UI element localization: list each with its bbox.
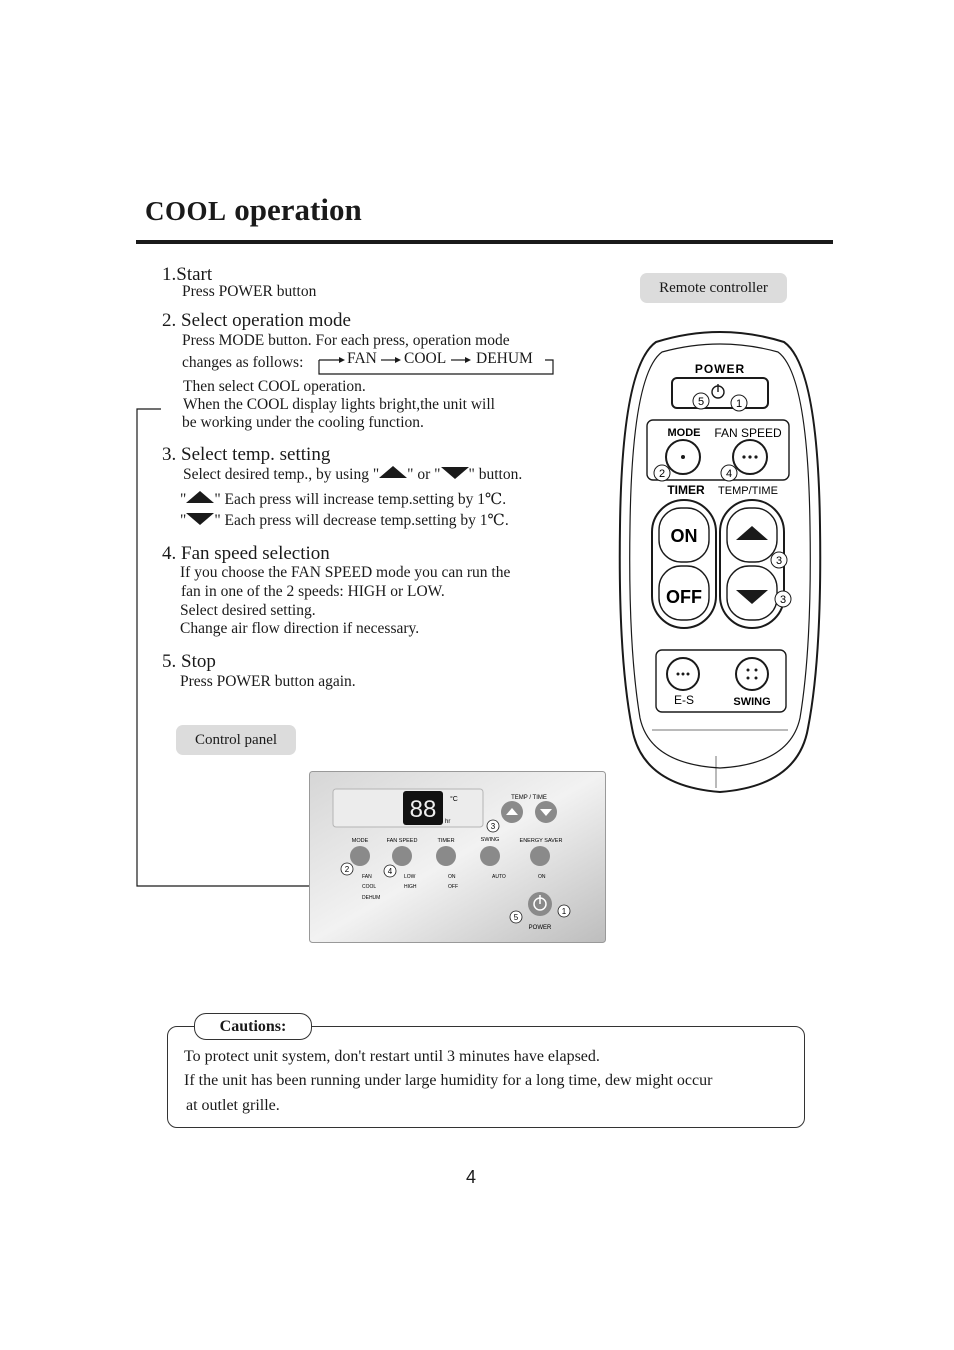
panel-cool-label: COOL (362, 884, 377, 890)
step2-text-2: changes as follows: (182, 354, 304, 371)
title-caps: COOL (145, 196, 227, 226)
remote-swing-label: SWING (733, 696, 771, 708)
title-rule (136, 240, 833, 244)
page-number: 4 (466, 1167, 477, 1187)
step1-heading: 1.Start (162, 264, 213, 285)
panel-mark-temp: 3 (490, 822, 496, 831)
page-title (145, 192, 362, 228)
remote-mark-down: 3 (779, 594, 787, 606)
panel-fan-label: FAN (362, 874, 372, 880)
step5-heading: 5. Stop (162, 651, 216, 672)
step3-text-2b: " Each press will increase temp.setting by 1℃. (214, 491, 507, 508)
title-rest: operation (226, 192, 362, 227)
flow-dehum: DEHUM (476, 350, 533, 367)
caution-line-1: To protect unit system, don't restart until 3 minutes have elapsed. (184, 1048, 600, 1065)
step2-text-3: Then select COOL operation. (183, 378, 366, 395)
panel-deg-label: °C (450, 796, 458, 803)
panel-hr-label: hr (445, 819, 451, 825)
remote-mark-power-b: 1 (735, 398, 743, 410)
remote-temptime-label: TEMP/TIME (718, 485, 778, 497)
panel-mode-label: MODE (351, 838, 369, 844)
remote-mark-power-a: 5 (697, 396, 705, 408)
remote-controller-badge: Remote controller (640, 273, 787, 303)
step3-text-3a: " (180, 512, 187, 529)
step3-text-3b: " Each press will decrease temp.setting by 1℃. (214, 512, 509, 529)
flow-fan: FAN (347, 350, 377, 367)
step3-heading: 3. Select temp. setting (162, 444, 331, 465)
flow-cool: COOL (404, 350, 447, 367)
panel-on-label: ON (448, 874, 456, 880)
panel-temptime-label: TEMP / TIME (511, 795, 547, 801)
step3-text-1a: Select desired temp., by using " (183, 466, 380, 483)
remote-mark-fan: 4 (725, 468, 733, 480)
remote-power-label: POWER (694, 362, 746, 376)
panel-display: 88 (409, 796, 437, 823)
step3-text-1b: " or " (407, 466, 441, 483)
remote-mode-label: MODE (667, 427, 701, 439)
panel-off-label: OFF (448, 884, 458, 890)
connector-line (134, 405, 334, 889)
step4-text-1: If you choose the FAN SPEED mode you can run the (180, 564, 511, 581)
up-arrow-icon (379, 466, 407, 478)
panel-energysaver-label: ENERGY SAVER (519, 838, 563, 844)
panel-mark-power-a: 5 (513, 913, 519, 922)
panel-auto-label: AUTO (492, 874, 506, 880)
step4-heading: 4. Fan speed selection (162, 543, 330, 564)
control-panel-badge: Control panel (176, 725, 296, 755)
panel-mark-mode: 2 (344, 865, 350, 874)
panel-low-label: LOW (404, 874, 416, 880)
panel-power-label: POWER (528, 925, 552, 931)
remote-mark-up: 3 (775, 555, 783, 567)
step1-text: Press POWER button (182, 283, 317, 300)
step3-text-2a: " (180, 491, 187, 508)
remote-on-label: ON (670, 526, 698, 546)
control-panel (309, 771, 606, 943)
step4-text-4: Change air flow direction if necessary. (180, 620, 420, 637)
remote-mark-mode: 2 (658, 468, 666, 480)
remote-es-label: E-S (673, 693, 695, 707)
remote-controller (612, 326, 828, 798)
step4-text-2: fan in one of the 2 speeds: HIGH or LOW. (181, 583, 445, 600)
step3-text-1c: " button. (468, 466, 523, 483)
panel-mark-power-b: 1 (561, 907, 567, 916)
remote-off-label: OFF (666, 587, 702, 607)
step2-text-4: When the COOL display lights bright,the unit will (183, 396, 495, 413)
panel-es-on-label: ON (538, 874, 546, 880)
down-arrow-icon (441, 467, 469, 479)
step5-text: Press POWER button again. (180, 673, 356, 690)
cautions-label: Cautions: (194, 1013, 312, 1040)
step4-text-3: Select desired setting. (180, 602, 316, 619)
remote-fanspeed-label: FAN SPEED (714, 426, 782, 440)
step2-text-5: be working under the cooling function. (182, 414, 424, 431)
panel-timer-label: TIMER (437, 838, 455, 844)
step2-heading: 2. Select operation mode (162, 310, 351, 331)
caution-line-3: at outlet grille. (186, 1097, 280, 1114)
panel-mark-fan: 4 (387, 867, 393, 876)
panel-dehum-label: DEHUM (362, 895, 381, 901)
panel-swing-label: SWING (480, 837, 500, 843)
step2-text-1: Press MODE button. For each press, operation mode (182, 332, 510, 349)
panel-high-label: HIGH (404, 884, 417, 890)
panel-fanspeed-label: FAN SPEED (386, 838, 418, 844)
caution-line-2: If the unit has been running under large humidity for a long time, dew might occur (184, 1072, 713, 1089)
remote-timer-label: TIMER (667, 483, 705, 497)
